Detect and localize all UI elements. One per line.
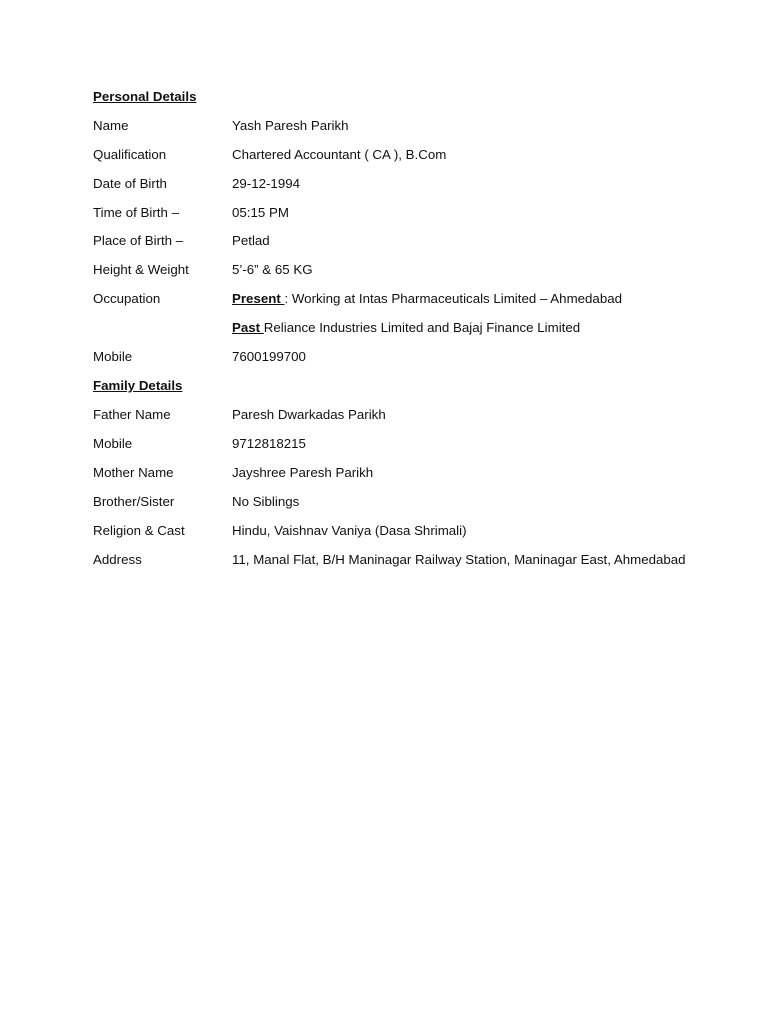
present-label: Present <box>232 291 285 306</box>
pob-label: Place of Birth – <box>93 233 184 248</box>
mobile-label: Mobile <box>93 349 133 364</box>
qualification-value: Chartered Accountant ( CA ), B.Com <box>232 147 447 162</box>
occupation-label: Occupation <box>93 291 161 306</box>
occupation-past <box>232 319 580 337</box>
dob-label: Date of Birth <box>93 176 167 191</box>
dob-value: 29-12-1994 <box>232 176 301 191</box>
mobile-value: 7600199700 <box>232 349 306 364</box>
siblings-label: Brother/Sister <box>93 494 175 509</box>
occupation-present <box>232 290 622 308</box>
tob-value: 05:15 PM <box>232 205 289 220</box>
name-label: Name <box>93 118 129 133</box>
mother-label: Mother Name <box>93 465 174 480</box>
mother-value: Jayshree Paresh Parikh <box>232 465 374 480</box>
name-value: Yash Paresh Parikh <box>232 118 349 133</box>
address-value: 11, Manal Flat, B/H Maninagar Railway Station, Maninagar East, Ahmedabad <box>232 552 686 567</box>
address-label: Address <box>93 552 142 567</box>
personal-details-heading: Personal Details <box>93 89 197 104</box>
height-weight-label: Height & Weight <box>93 262 189 277</box>
past-value: Reliance Industries Limited and Bajaj Finance Limited <box>263 320 581 335</box>
religion-label: Religion & Cast <box>93 523 185 538</box>
tob-label: Time of Birth – <box>93 205 179 220</box>
qualification-label: Qualification <box>93 147 167 162</box>
present-value: : Working at Intas Pharmaceuticals Limited – Ahmedabad <box>284 291 623 306</box>
past-label: Past <box>232 320 264 335</box>
religion-value: Hindu, Vaishnav Vaniya (Dasa Shrimali) <box>232 523 467 538</box>
siblings-value: No Siblings <box>232 494 300 509</box>
father-value: Paresh Dwarkadas Parikh <box>232 407 386 422</box>
family-mobile-label: Mobile <box>93 436 133 451</box>
family-details-heading: Family Details <box>93 378 183 393</box>
pob-value: Petlad <box>232 233 270 248</box>
height-weight-value: 5’-6” & 65 KG <box>232 262 313 277</box>
family-mobile-value: 9712818215 <box>232 436 306 451</box>
father-label: Father Name <box>93 407 171 422</box>
